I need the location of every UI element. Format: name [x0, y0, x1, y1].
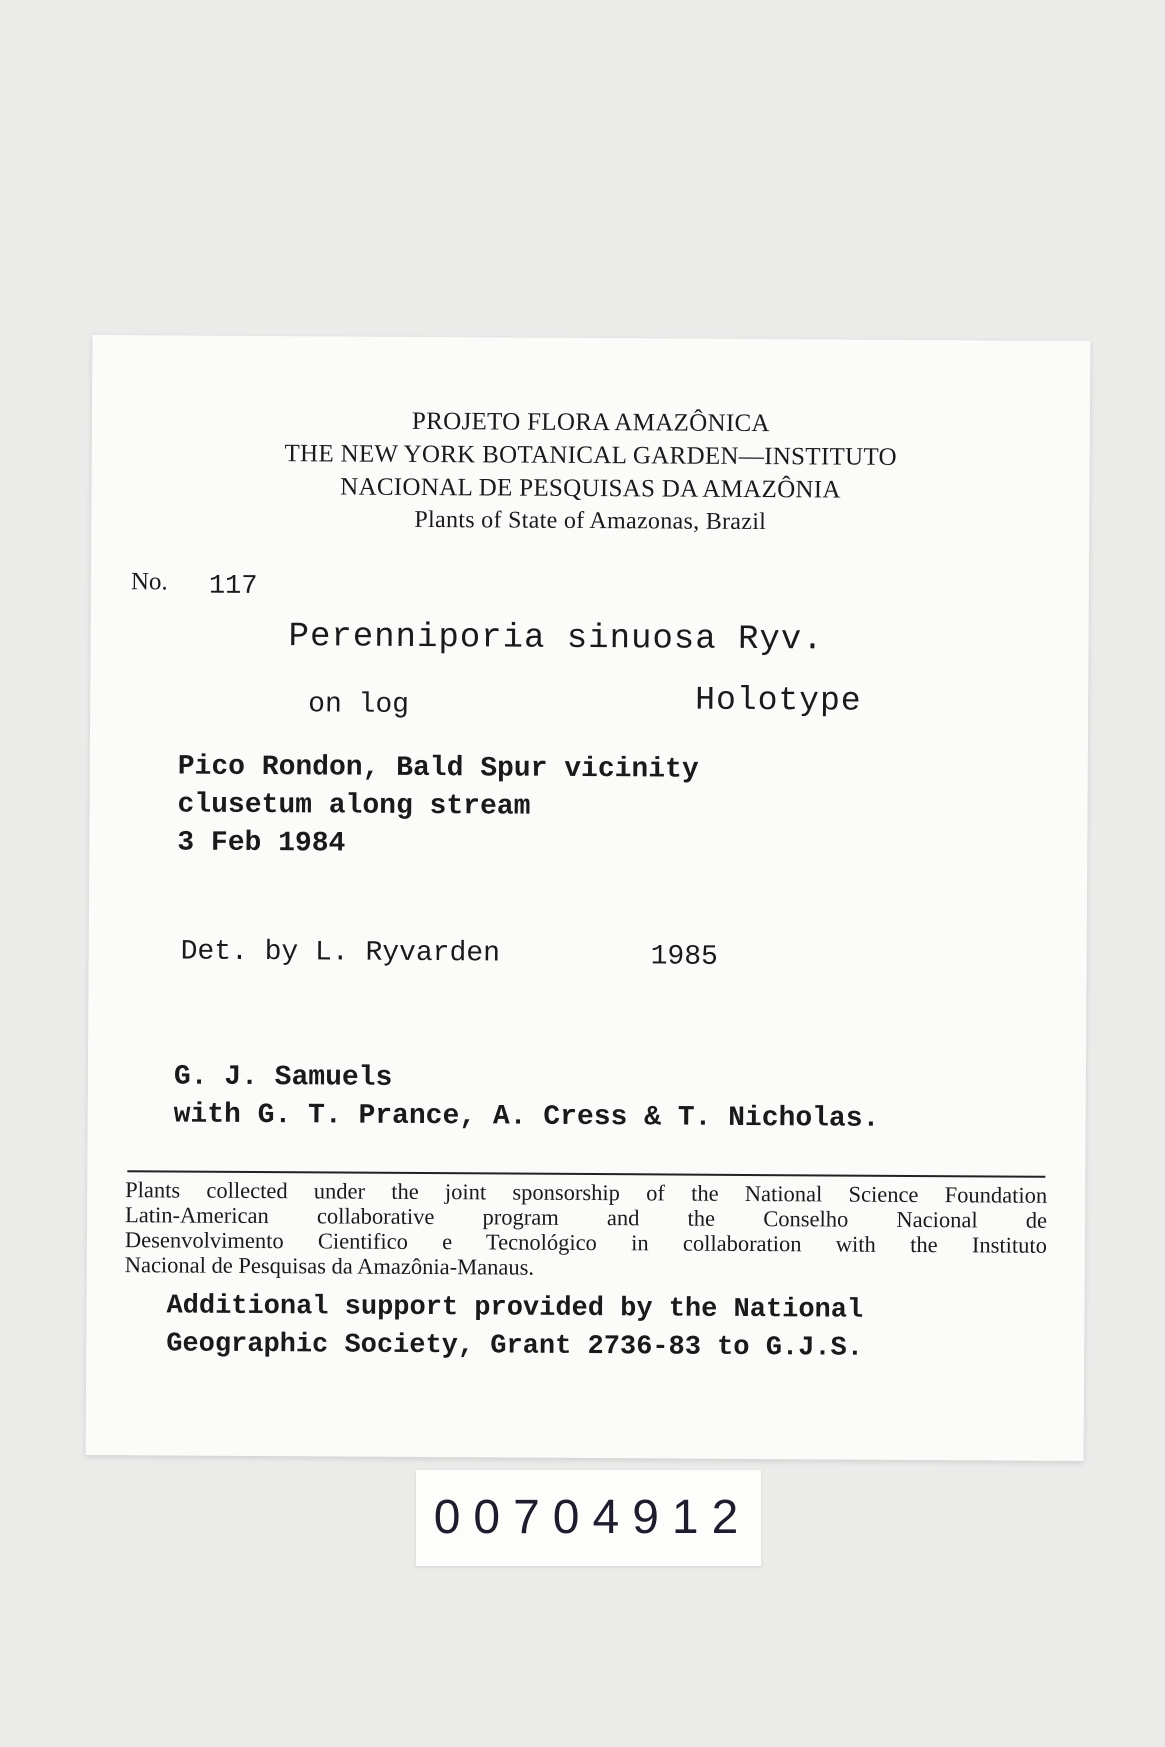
determination: Det. by L. Ryvarden: [180, 936, 501, 970]
header-line: THE NEW YORK BOTANICAL GARDEN—INSTITUTO: [284, 440, 897, 471]
barcode-number: 00704912: [433, 1491, 752, 1544]
barcode-label: [416, 1470, 761, 1566]
type-status: Holotype: [695, 681, 862, 720]
header-line: NACIONAL DE PESQUISAS DA AMAZÔNIA: [340, 473, 841, 504]
sponsorship-text: [125, 1177, 1048, 1283]
determination-year: 1985: [650, 941, 718, 973]
locality-line: Pico Rondon, Bald Spur vicinity: [177, 751, 699, 786]
co-collectors: with G. T. Prance, A. Cress & T. Nicholas.: [173, 1099, 880, 1135]
header-subtitle: Plants of State of Amazonas, Brazil: [414, 506, 767, 536]
support-line: Geographic Society, Grant 2736-83 to G.J.S.: [166, 1329, 864, 1364]
divider-rule: [127, 1170, 1045, 1178]
collector: G. J. Samuels: [173, 1061, 393, 1094]
substrate: on log: [308, 689, 410, 721]
number-label: No.: [130, 568, 168, 596]
collection-number: 117: [208, 571, 258, 602]
support-line: Additional support provided by the National: [166, 1291, 864, 1326]
taxon-name: Perenniporia sinuosa Ryv.: [288, 618, 824, 660]
sponsorship-line: Desenvolvimento Cientifico e Tecnológico in collaboration with the Instituto: [124, 1227, 1047, 1258]
sponsorship-line: Latin-American collaborative program and the Conselho Nacional de: [124, 1202, 1048, 1233]
header-line: PROJETO FLORA AMAZÔNICA: [411, 407, 770, 438]
locality-line: clusetum along stream: [177, 789, 531, 823]
sponsorship-line: Plants collected under the joint sponsorship of the National Science Foundation: [125, 1177, 1048, 1208]
sponsorship-line: Nacional de Pesquisas da Amazônia-Manaus.: [124, 1252, 535, 1280]
institution-header: [91, 403, 1090, 541]
specimen-label: [86, 335, 1091, 1461]
collection-date: 3 Feb 1984: [177, 827, 346, 860]
